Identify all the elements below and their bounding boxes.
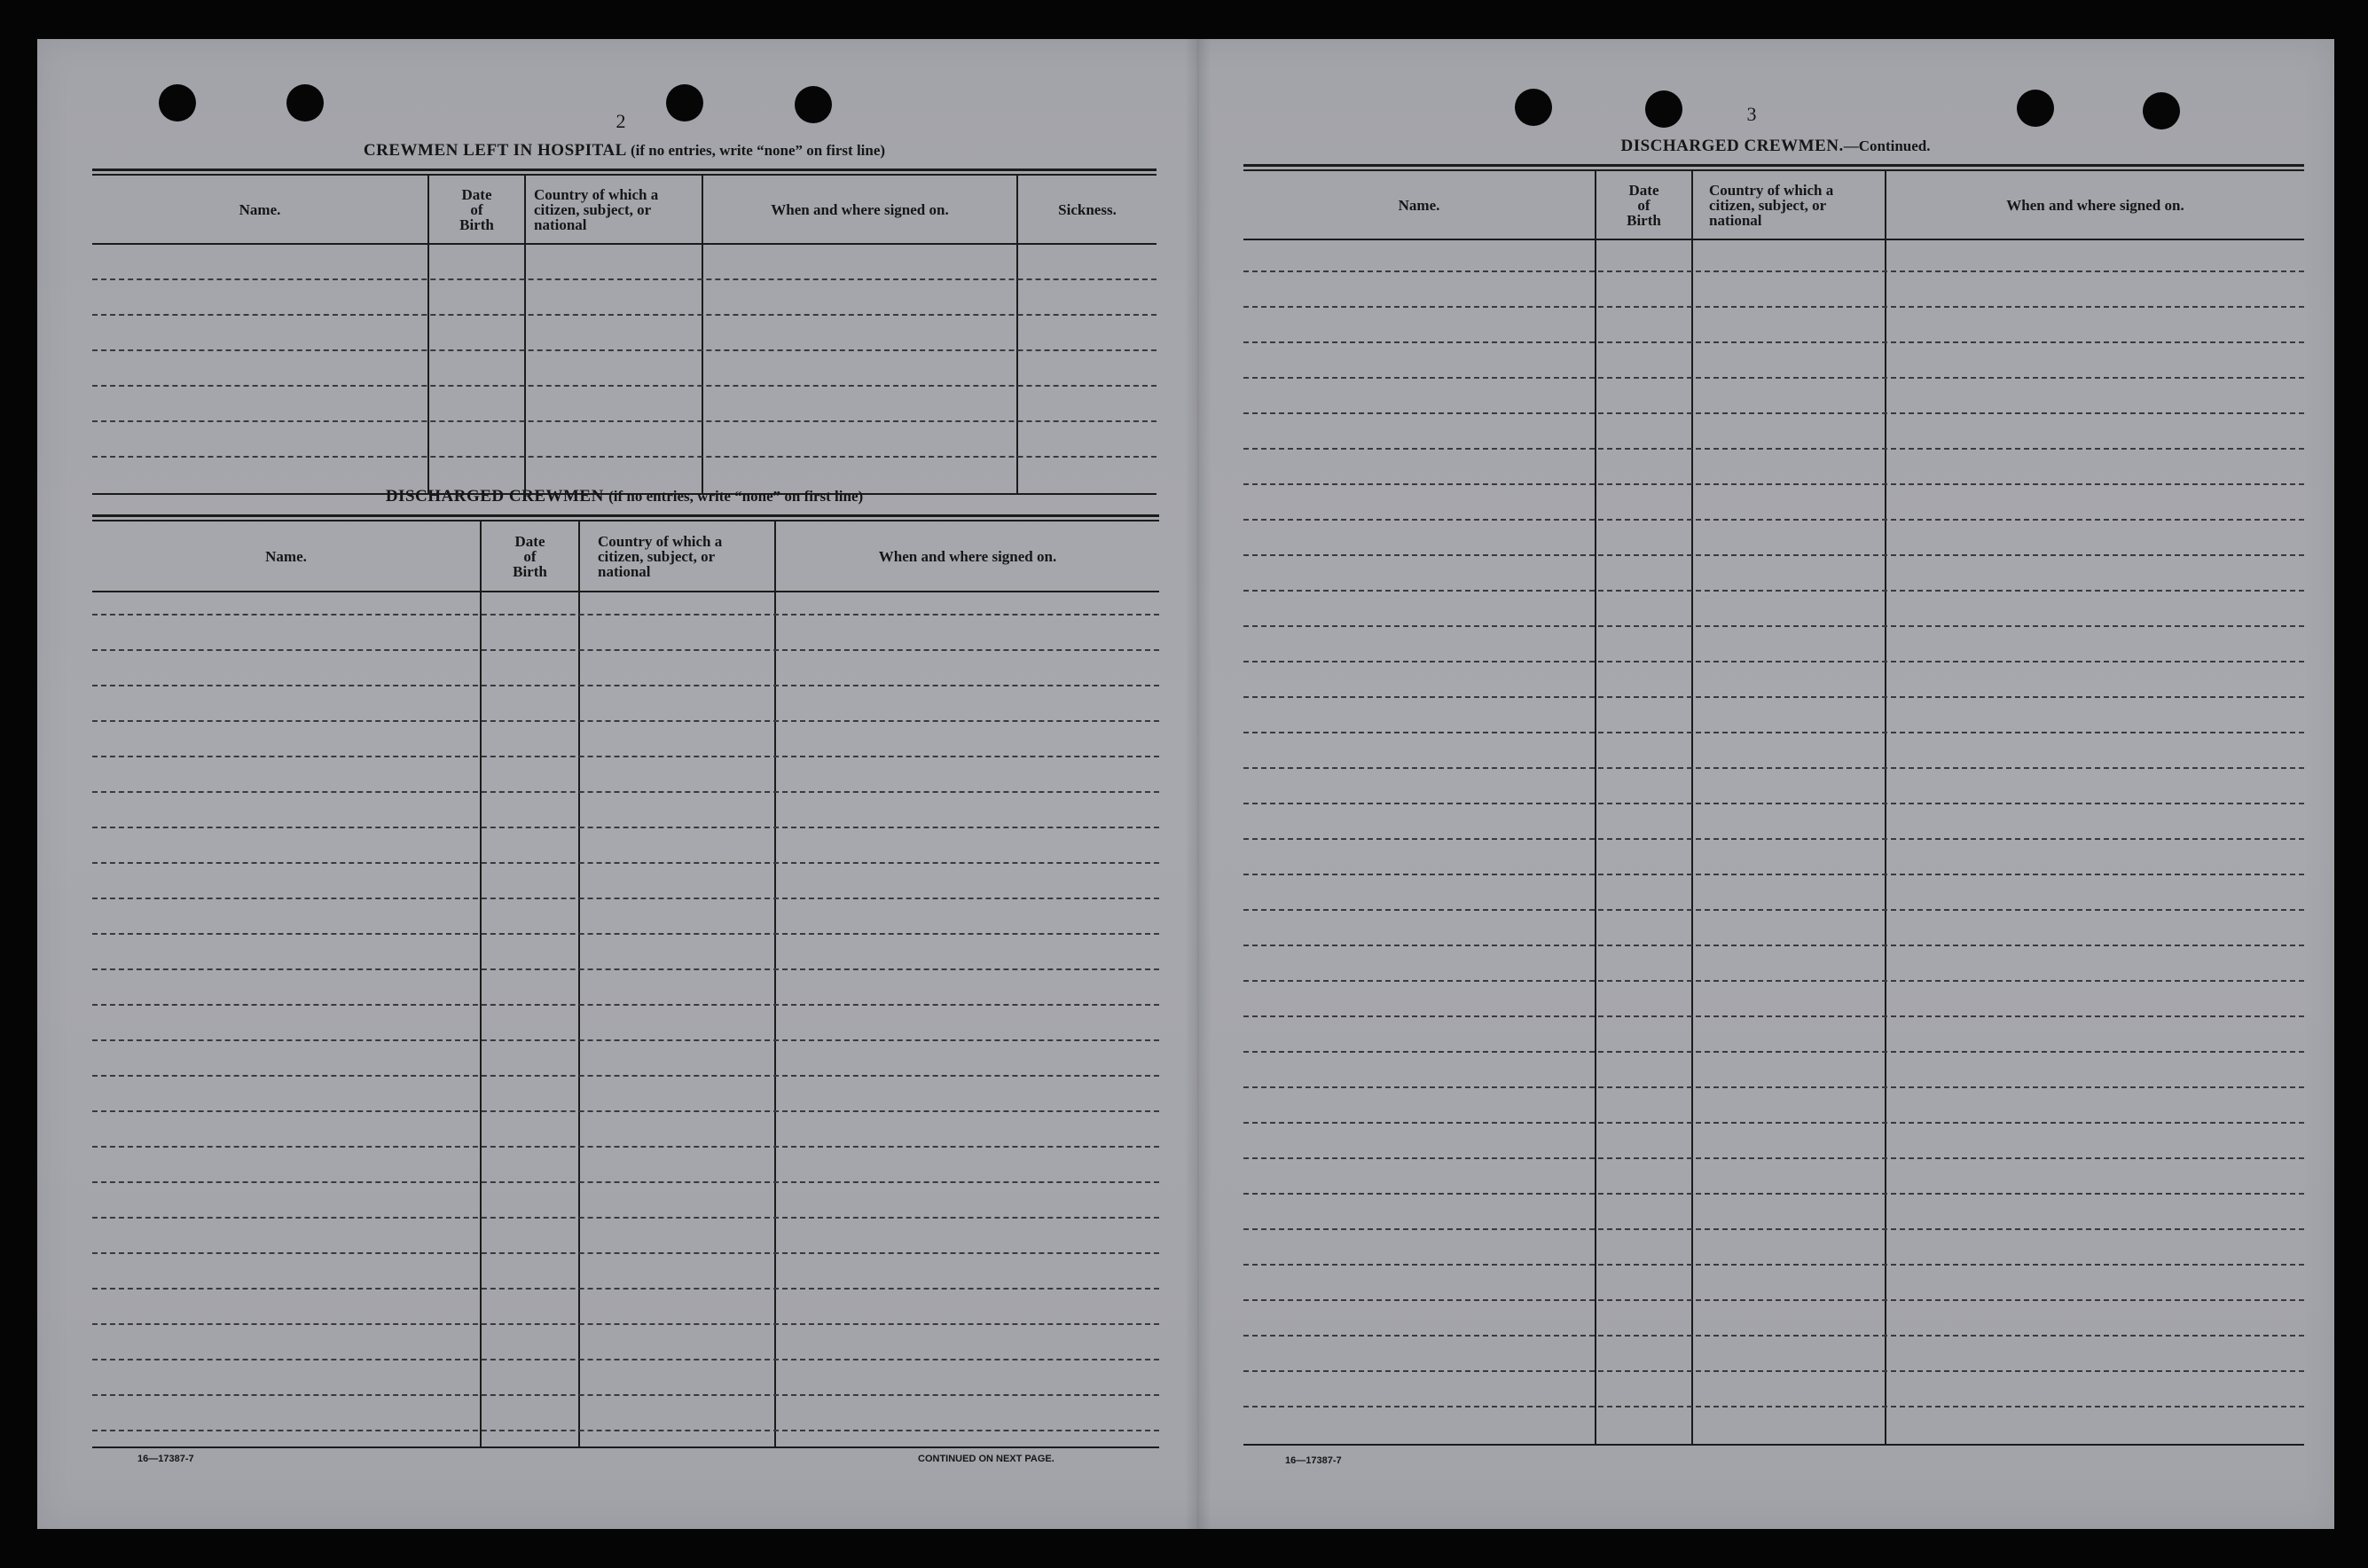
row-line [92,827,1159,828]
row-line [1243,625,2304,627]
column-header-country: Country of which a citizen, subject, or national [598,532,723,580]
row-line [92,649,1159,651]
continued-note: CONTINUED ON NEXT PAGE. [918,1454,1055,1464]
row-line [1243,1193,2304,1195]
column-divider [524,176,526,495]
row-line [1243,341,2304,343]
row-line [1243,1051,2304,1053]
row-line [1243,732,2304,733]
row-line [92,685,1159,686]
row-line [1243,1299,2304,1301]
punch-hole [159,84,196,122]
center-fold [1185,39,1211,1529]
column-header-signed-on: When and where signed on. [878,547,1057,565]
table-top-rule [92,514,1159,517]
row-line [1243,803,2304,804]
discharged-table-right [1243,164,2304,1494]
discharged-table-title [92,487,1157,506]
column-divider [578,521,580,1448]
header-rule [92,591,1159,592]
column-header-date-of-birth: Date of Birth [459,185,494,233]
punch-hole [795,86,832,123]
row-line [1243,696,2304,698]
header-rule [92,243,1157,245]
row-line [1243,1228,2304,1230]
row-line [92,1039,1159,1041]
punch-hole [286,84,324,122]
row-line [92,1288,1159,1290]
row-line [92,1252,1159,1254]
discharged-title-subtitle: (if no entries, write “none” on first line) [608,488,864,505]
row-line [1243,874,2304,875]
row-line [92,278,1157,280]
row-line [92,720,1159,722]
row-line [1243,945,2304,946]
row-line [1243,270,2304,272]
column-header-name: Name. [1398,196,1440,214]
column-header-date-of-birth: Date of Birth [1627,181,1661,229]
hospital-table-title [92,141,1157,161]
row-line [92,1394,1159,1396]
punch-hole [666,84,703,122]
row-line [92,756,1159,757]
row-line [92,1004,1159,1006]
row-line [92,385,1157,387]
page-number-left: 2 [616,110,626,132]
form-number-right: 16—17387-7 [1285,1455,1342,1466]
row-line [92,1075,1159,1077]
column-divider [1595,171,1596,1445]
column-header-signed-on: When and where signed on. [2006,196,2184,214]
discharged-table-left [92,514,1159,1490]
punch-hole [2017,90,2054,127]
row-line [1243,1122,2304,1124]
hospital-table [92,169,1157,500]
row-line [92,1359,1159,1360]
column-divider [774,521,776,1448]
row-line [1243,519,2304,521]
column-divider [1885,171,1886,1445]
row-line [1243,1264,2304,1266]
row-line [1243,1157,2304,1159]
row-line [1243,980,2304,982]
row-line [1243,590,2304,592]
punch-hole [2143,92,2180,129]
row-line [92,1110,1159,1112]
row-line [1243,554,2304,556]
row-line [92,1146,1159,1148]
discharged-continued-title [1243,137,2308,156]
column-header-date-of-birth: Date of Birth [513,532,547,580]
row-line [1243,1086,2304,1088]
row-line [92,314,1157,316]
table-bottom-rule [1243,1444,2304,1446]
header-rule [1243,239,2304,240]
row-line [92,1181,1159,1183]
row-line [1243,909,2304,911]
column-header-sickness: Sickness. [1058,200,1117,218]
form-number-left: 16—17387-7 [137,1454,194,1464]
hospital-title-text: CREWMEN LEFT IN HOSPITAL [363,141,626,160]
column-divider [1691,171,1693,1445]
row-line [92,456,1157,458]
row-line [1243,1406,2304,1407]
row-line [92,898,1159,899]
page-number-right: 3 [1746,103,1757,125]
row-line [92,1323,1159,1325]
row-line [92,1430,1159,1431]
discharged-continued-title-text: DISCHARGED CREWMEN. [1620,137,1844,155]
row-line [1243,1015,2304,1017]
column-header-name: Name. [265,547,307,565]
punch-hole [1645,90,1682,128]
row-line [1243,661,2304,662]
table-bottom-rule [92,1446,1159,1448]
row-line [92,791,1159,793]
row-line [1243,767,2304,769]
row-line [1243,483,2304,485]
row-line [1243,1335,2304,1337]
row-line [1243,1370,2304,1372]
row-line [92,968,1159,970]
row-line [1243,412,2304,414]
row-line [1243,448,2304,450]
row-line [92,349,1157,351]
row-line [1243,377,2304,379]
table-top-rule [1243,164,2304,167]
row-line [92,420,1157,422]
discharged-title-text: DISCHARGED CREWMEN [385,487,604,506]
row-line [92,933,1159,935]
column-header-signed-on: When and where signed on. [771,200,949,218]
table-top-rule [92,169,1157,171]
document-scan [37,39,2334,1529]
row-line [92,1217,1159,1219]
row-line [1243,838,2304,840]
hospital-title-subtitle: (if no entries, write “none” on first line) [631,142,886,159]
column-header-country: Country of which a citizen, subject, or national [534,185,659,233]
discharged-continued-subtitle: —Continued. [1843,137,1931,154]
row-line [92,614,1159,615]
row-line [1243,306,2304,308]
punch-hole [1515,89,1552,126]
column-divider [480,521,482,1448]
row-line [92,862,1159,864]
column-header-name: Name. [239,200,281,218]
column-header-country: Country of which a citizen, subject, or national [1709,181,1834,229]
